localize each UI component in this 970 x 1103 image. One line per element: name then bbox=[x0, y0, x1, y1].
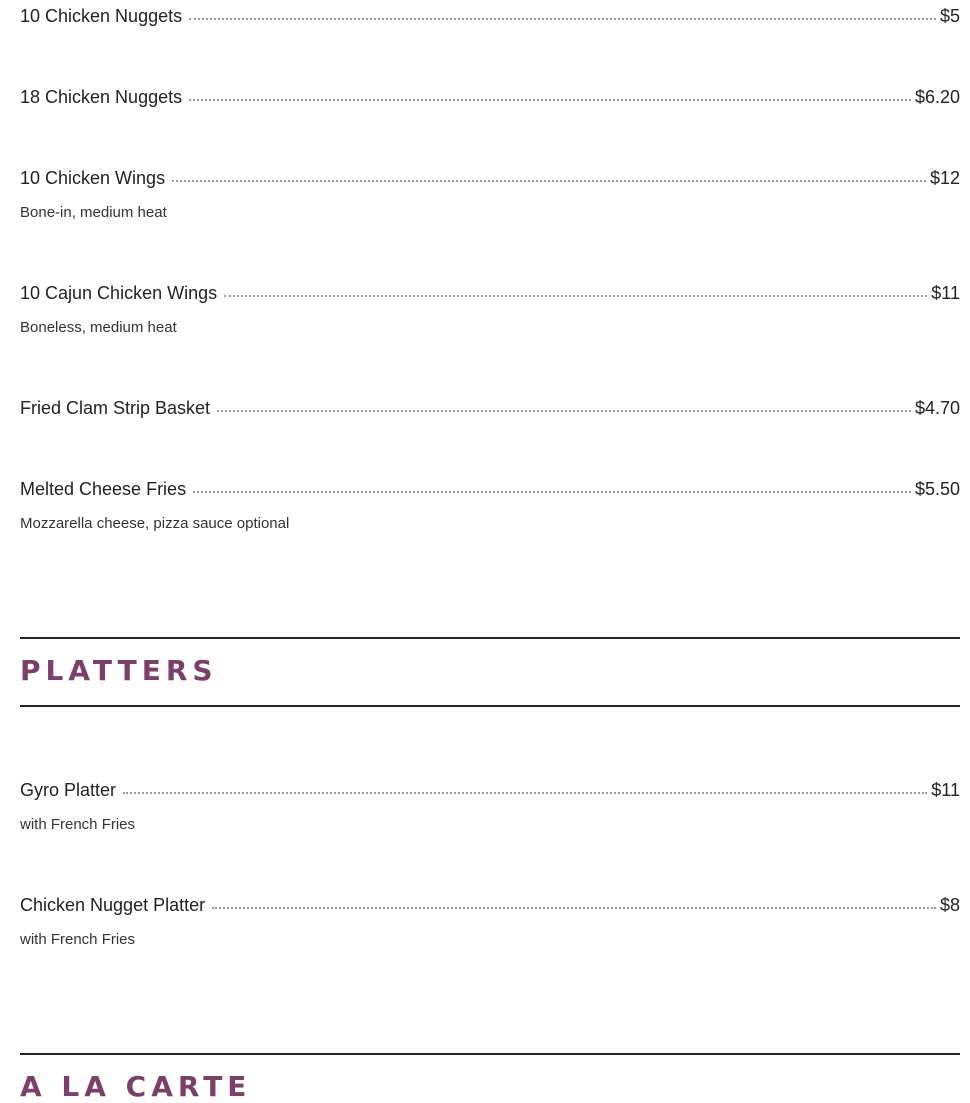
section-divider-bottom bbox=[20, 705, 960, 707]
section-divider-top bbox=[20, 1053, 960, 1055]
dot-leader bbox=[123, 792, 927, 794]
dot-leader bbox=[193, 491, 911, 493]
item-price: $6.20 bbox=[914, 87, 960, 107]
dot-leader bbox=[172, 180, 926, 182]
item-name: 10 Chicken Nuggets bbox=[20, 6, 183, 26]
item-price: $11 bbox=[931, 283, 960, 303]
dot-leader bbox=[217, 410, 911, 412]
menu-item[interactable] bbox=[20, 895, 960, 948]
section-title-platters: PLATTERS bbox=[20, 654, 218, 687]
item-description: Bone-in, medium heat bbox=[20, 204, 167, 221]
item-name: Fried Clam Strip Basket bbox=[20, 398, 211, 418]
item-description: with French Fries bbox=[20, 816, 136, 833]
item-description: Mozzarella cheese, pizza sauce optional bbox=[20, 515, 290, 532]
item-price: $5.50 bbox=[914, 479, 960, 499]
dot-leader bbox=[189, 99, 911, 101]
section-divider-top bbox=[20, 637, 960, 639]
menu-item[interactable] bbox=[20, 6, 960, 28]
item-price: $12 bbox=[929, 168, 960, 188]
item-name: 10 Chicken Wings bbox=[20, 168, 166, 188]
menu-item[interactable] bbox=[20, 479, 960, 532]
dot-leader bbox=[189, 18, 936, 20]
section-title-a-la-carte: A LA CARTE bbox=[20, 1070, 252, 1103]
item-price: $4.70 bbox=[914, 398, 960, 418]
item-price: $8 bbox=[939, 895, 960, 915]
dot-leader bbox=[224, 295, 927, 297]
item-name: Melted Cheese Fries bbox=[20, 479, 187, 499]
item-name: 10 Cajun Chicken Wings bbox=[20, 283, 218, 303]
item-description: with French Fries bbox=[20, 931, 136, 948]
item-price: $5 bbox=[939, 6, 960, 26]
item-description: Boneless, medium heat bbox=[20, 319, 177, 336]
dot-leader bbox=[212, 907, 936, 909]
item-name: Gyro Platter bbox=[20, 780, 117, 800]
menu-item[interactable] bbox=[20, 398, 960, 420]
menu-item[interactable] bbox=[20, 87, 960, 109]
item-name: 18 Chicken Nuggets bbox=[20, 87, 183, 107]
item-price: $11 bbox=[931, 780, 960, 800]
item-name: Chicken Nugget Platter bbox=[20, 895, 206, 915]
menu-item[interactable] bbox=[20, 283, 960, 336]
menu-item[interactable] bbox=[20, 168, 960, 221]
menu-item[interactable] bbox=[20, 780, 960, 833]
